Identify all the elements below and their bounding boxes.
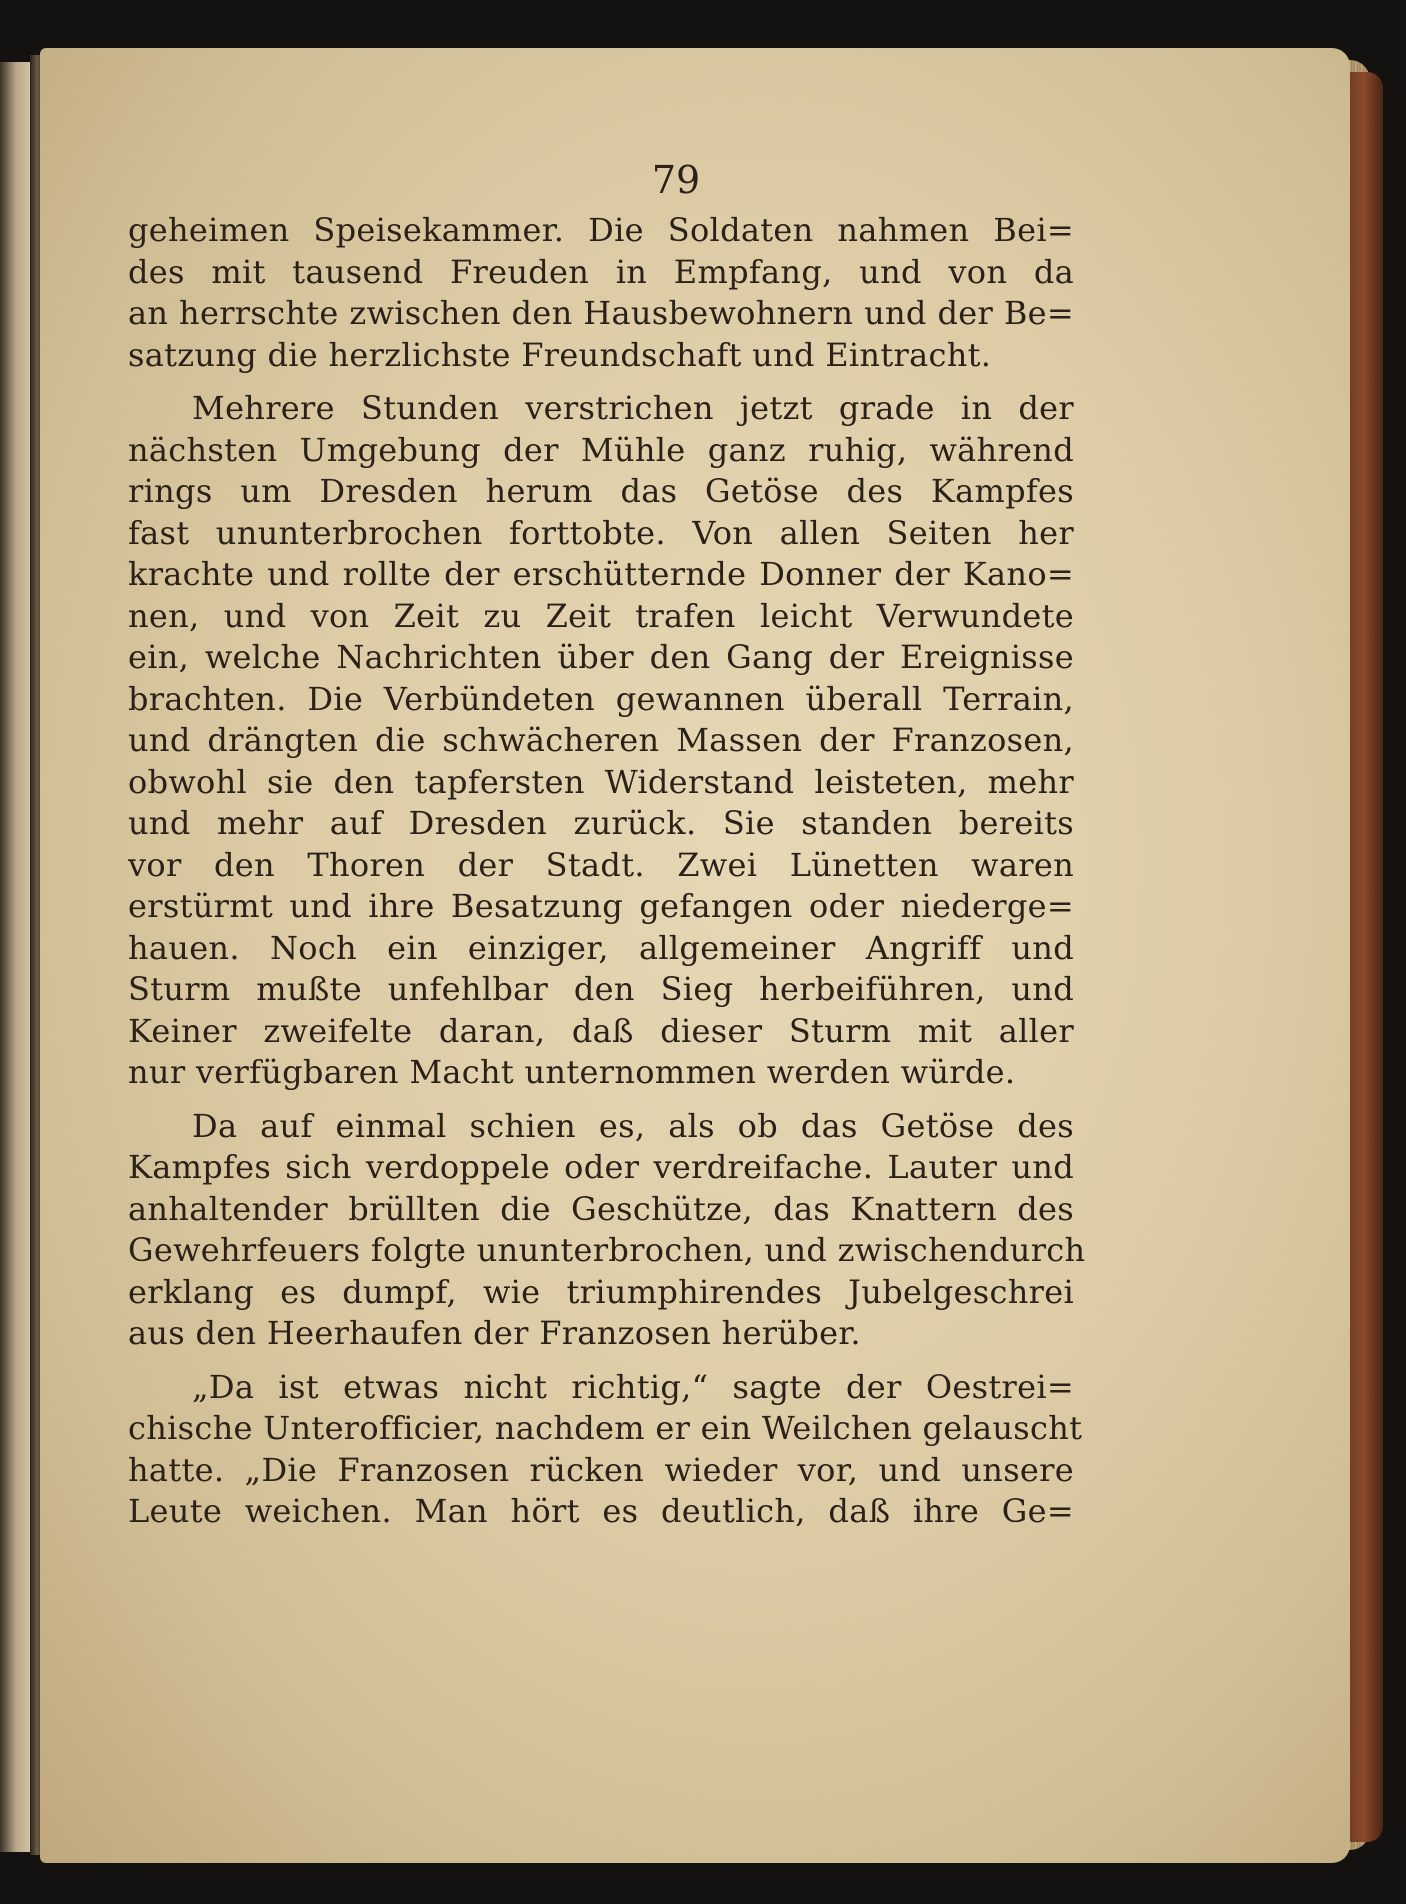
text-line: krachte und rollte der erschütternde Donner der Kano= [128,555,1074,593]
text-line: erklang es dumpf, wie triumphirendes Jubelgeschrei [128,1272,1074,1311]
page-number: 79 [651,158,701,202]
text-line: Keiner zweifelte daran, daß dieser Sturm mit aller [128,1011,1074,1050]
text-line: obwohl sie den tapfersten Widerstand leisteten, mehr [128,762,1074,801]
text-line: „Da ist etwas nicht richtig,“ sagte der Oestrei= [192,1367,1074,1406]
text-line: fast ununterbrochen forttobte. Von allen Seiten her [128,513,1074,552]
text-line: Gewehrfeuers folgte ununterbrochen, und zwischendurch [128,1231,1086,1269]
text-line: nur verfügbaren Macht unternommen werden würde. [128,1053,1016,1091]
text-line: nächsten Umgebung der Mühle ganz ruhig, während [128,430,1074,469]
paragraph-3 [128,1106,1086,1355]
paragraph-1 [128,210,1074,376]
text-line: hauen. Noch ein einziger, allgemeiner Angriff und [128,928,1074,967]
text-line: Kampfes sich verdoppele oder verdreifache. Lauter und [128,1148,1074,1186]
text-line: hatte. „Die Franzosen rücken wieder vor, und unsere [128,1450,1074,1489]
text-line: chische Unterofficier, nachdem er ein Weilchen gelauscht [128,1409,1083,1447]
text-line: nen, und von Zeit zu Zeit trafen leicht Verwundete [128,596,1074,635]
book-cover-edge [1345,72,1383,1842]
paragraph-4 [128,1367,1083,1533]
page-text [128,150,1086,1545]
text-line: Mehrere Stunden verstrichen jetzt grade in der [192,389,1074,427]
text-line: Leute weichen. Man hört es deutlich, daß ihre Ge= [128,1492,1074,1530]
text-line: und drängten die schwächeren Massen der Franzosen, [128,721,1074,759]
text-line: rings um Dresden herum das Getöse des Kampfes [128,472,1074,510]
text-line: Da auf einmal schien es, als ob das Getöse des [192,1106,1074,1145]
text-line: aus den Heerhaufen der Franzosen herüber. [128,1314,861,1352]
text-line: anhaltender brüllten die Geschütze, das Knattern des [128,1189,1074,1228]
text-line: brachten. Die Verbündeten gewannen überall Terrain, [128,679,1074,718]
text-line: geheimen Speisekammer. Die Soldaten nahmen Bei= [128,211,1074,249]
text-line: satzung die herzlichste Freundschaft und Eintracht. [128,335,992,374]
text-line: erstürmt und ihre Besatzung gefangen oder niederge= [128,887,1074,925]
text-line: und mehr auf Dresden zurück. Sie standen bereits [128,804,1074,842]
text-line: Sturm mußte unfehlbar den Sieg herbeiführen, und [128,970,1074,1008]
text-line: des mit tausend Freuden in Empfang, und von da [128,252,1074,291]
text-line: an herrschte zwischen den Hausbewohnern und der Be= [128,294,1074,332]
paragraph-2 [128,388,1074,1094]
text-line: ein, welche Nachrichten über den Gang der Ereignisse [128,638,1074,676]
text-line: vor den Thoren der Stadt. Zwei Lünetten waren [128,845,1074,884]
